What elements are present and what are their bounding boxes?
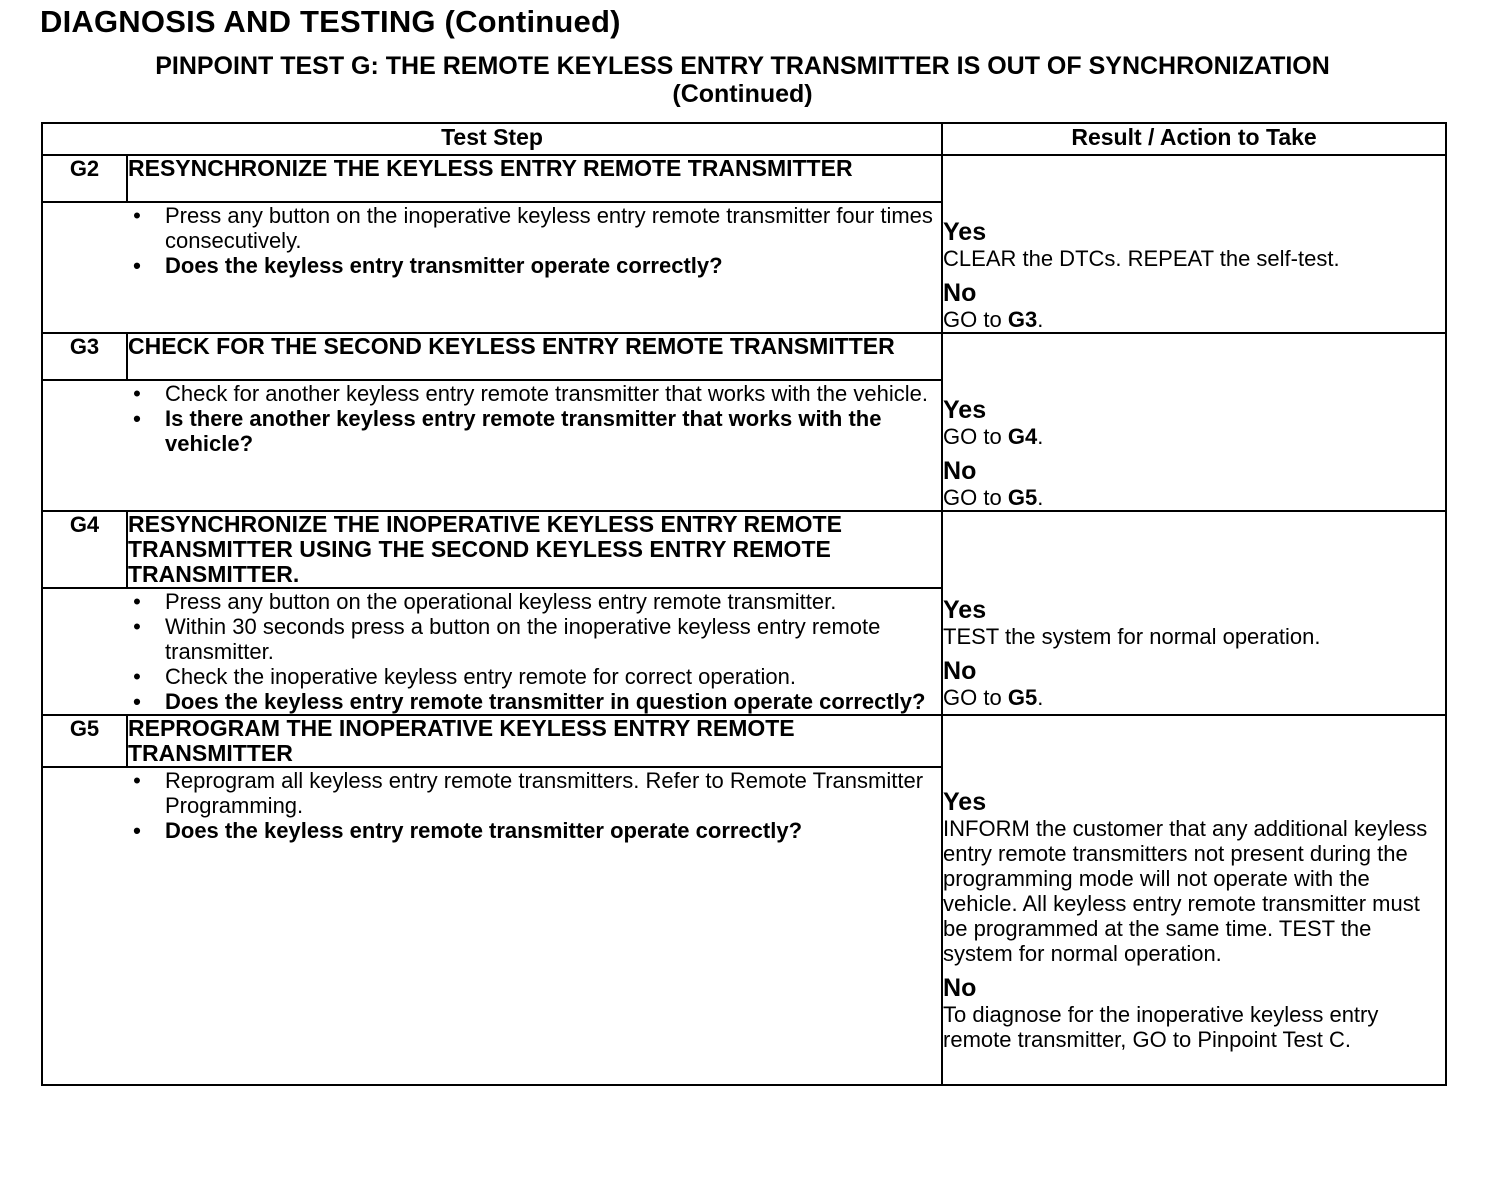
- step-title: REPROGRAM THE INOPERATIVE KEYLESS ENTRY REMOTE TRANSMITTER: [127, 715, 942, 767]
- result-no: [943, 974, 1445, 1052]
- no-action: To diagnose for the inoperative keyless entry remote transmitter, GO to Pinpoint Test C.: [943, 1002, 1379, 1052]
- pinpoint-test-title-line: PINPOINT TEST G: THE REMOTE KEYLESS ENTRY TRANSMITTER IS OUT OF SYNCHRONIZATION: [155, 52, 1330, 80]
- step-question: • Does the keyless entry transmitter operate correctly?: [127, 253, 941, 278]
- result-yes: [943, 396, 1445, 449]
- table-header-row: [42, 123, 1446, 155]
- header-test-step: Test Step: [42, 123, 942, 155]
- result-yes: [943, 596, 1445, 649]
- instruction-item: • Press any button on the operational keyless entry remote transmitter.: [127, 589, 941, 614]
- page-title: DIAGNOSIS AND TESTING (Continued): [40, 4, 621, 39]
- no-action-suffix: .: [1037, 685, 1044, 710]
- no-action-suffix: .: [1037, 307, 1044, 332]
- instruction-item: • Within 30 seconds press a button on the inoperative keyless entry remote transmitter.: [127, 614, 941, 664]
- pinpoint-test-table: [41, 122, 1447, 1086]
- step-reference-link: G5: [1007, 485, 1038, 510]
- yes-action: INFORM the customer that any additional keyless entry remote transmitters not present during the programming mode will not operate with the vehicle. All keyless entry remote transmitter must be programmed at the same time. TEST the system for normal operation.: [943, 816, 1428, 966]
- step-instructions: [127, 588, 942, 715]
- no-action-text: GO to: [943, 307, 1002, 332]
- result-no: [943, 657, 1445, 710]
- yes-label: Yes: [943, 218, 987, 246]
- no-action: [943, 307, 1445, 332]
- header-result-action: Result / Action to Take: [942, 123, 1446, 155]
- step-body-spacer: [42, 767, 127, 1085]
- step-body-spacer: [42, 588, 127, 715]
- step-g4-result: [942, 511, 1446, 715]
- step-question: • Is there another keyless entry remote transmitter that works with the vehicle?: [127, 406, 941, 456]
- instruction-item: • Press any button on the inoperative keyless entry remote transmitter four times consecutively.: [127, 203, 941, 253]
- step-instructions: [127, 202, 942, 333]
- step-instructions: [127, 380, 942, 511]
- step-id: G4: [42, 511, 127, 588]
- step-question: • Does the keyless entry remote transmitter operate correctly?: [127, 818, 941, 843]
- no-label: No: [943, 974, 977, 1002]
- yes-action: [943, 424, 1445, 449]
- no-label: No: [943, 279, 977, 307]
- step-reference-link: G4: [1007, 424, 1038, 449]
- yes-label: Yes: [943, 596, 987, 624]
- no-label: No: [943, 457, 977, 485]
- step-g3-result: [942, 333, 1446, 511]
- step-g5-result: [942, 715, 1446, 1085]
- instruction-item: • Reprogram all keyless entry remote transmitters. Refer to Remote Transmitter Programming.: [127, 768, 941, 818]
- step-g4-title-row: [42, 511, 1446, 588]
- result-no: [943, 457, 1445, 510]
- no-action-suffix: .: [1037, 485, 1044, 510]
- pinpoint-test-title: [40, 52, 1445, 108]
- yes-label: Yes: [943, 788, 987, 816]
- step-title: CHECK FOR THE SECOND KEYLESS ENTRY REMOTE TRANSMITTER: [127, 333, 942, 380]
- step-body-spacer: [42, 380, 127, 511]
- step-id: G2: [42, 155, 127, 202]
- no-action: [943, 685, 1445, 710]
- step-title: RESYNCHRONIZE THE INOPERATIVE KEYLESS ENTRY REMOTE TRANSMITTER USING THE SECOND KEYLESS ENTRY REMOTE TRANSMITTER.: [127, 511, 942, 588]
- step-g3-title-row: [42, 333, 1446, 380]
- instruction-item: • Check the inoperative keyless entry remote for correct operation.: [127, 664, 941, 689]
- no-action-text: GO to: [943, 685, 1002, 710]
- step-reference-link: G5: [1007, 685, 1038, 710]
- yes-action: CLEAR the DTCs. REPEAT the self-test.: [943, 246, 1340, 271]
- instruction-item: • Check for another keyless entry remote transmitter that works with the vehicle.: [127, 381, 941, 406]
- step-g2-result: [942, 155, 1446, 333]
- yes-action: TEST the system for normal operation.: [943, 624, 1321, 649]
- yes-action-suffix: .: [1037, 424, 1044, 449]
- result-no: [943, 279, 1445, 332]
- pinpoint-test-title-continued: (Continued): [672, 80, 813, 108]
- step-g2-title-row: [42, 155, 1446, 202]
- step-g5-title-row: [42, 715, 1446, 767]
- no-label: No: [943, 657, 977, 685]
- step-title: RESYNCHRONIZE THE KEYLESS ENTRY REMOTE TRANSMITTER: [127, 155, 942, 202]
- step-body-spacer: [42, 202, 127, 333]
- step-id: G5: [42, 715, 127, 767]
- step-question: • Does the keyless entry remote transmitter in question operate correctly?: [127, 689, 941, 714]
- result-yes: [943, 788, 1445, 966]
- no-action: [943, 485, 1445, 510]
- step-instructions: [127, 767, 942, 1085]
- step-reference-link: G3: [1007, 307, 1038, 332]
- yes-label: Yes: [943, 396, 987, 424]
- result-yes: [943, 218, 1445, 271]
- step-id: G3: [42, 333, 127, 380]
- yes-action-text: GO to: [943, 424, 1002, 449]
- no-action-text: GO to: [943, 485, 1002, 510]
